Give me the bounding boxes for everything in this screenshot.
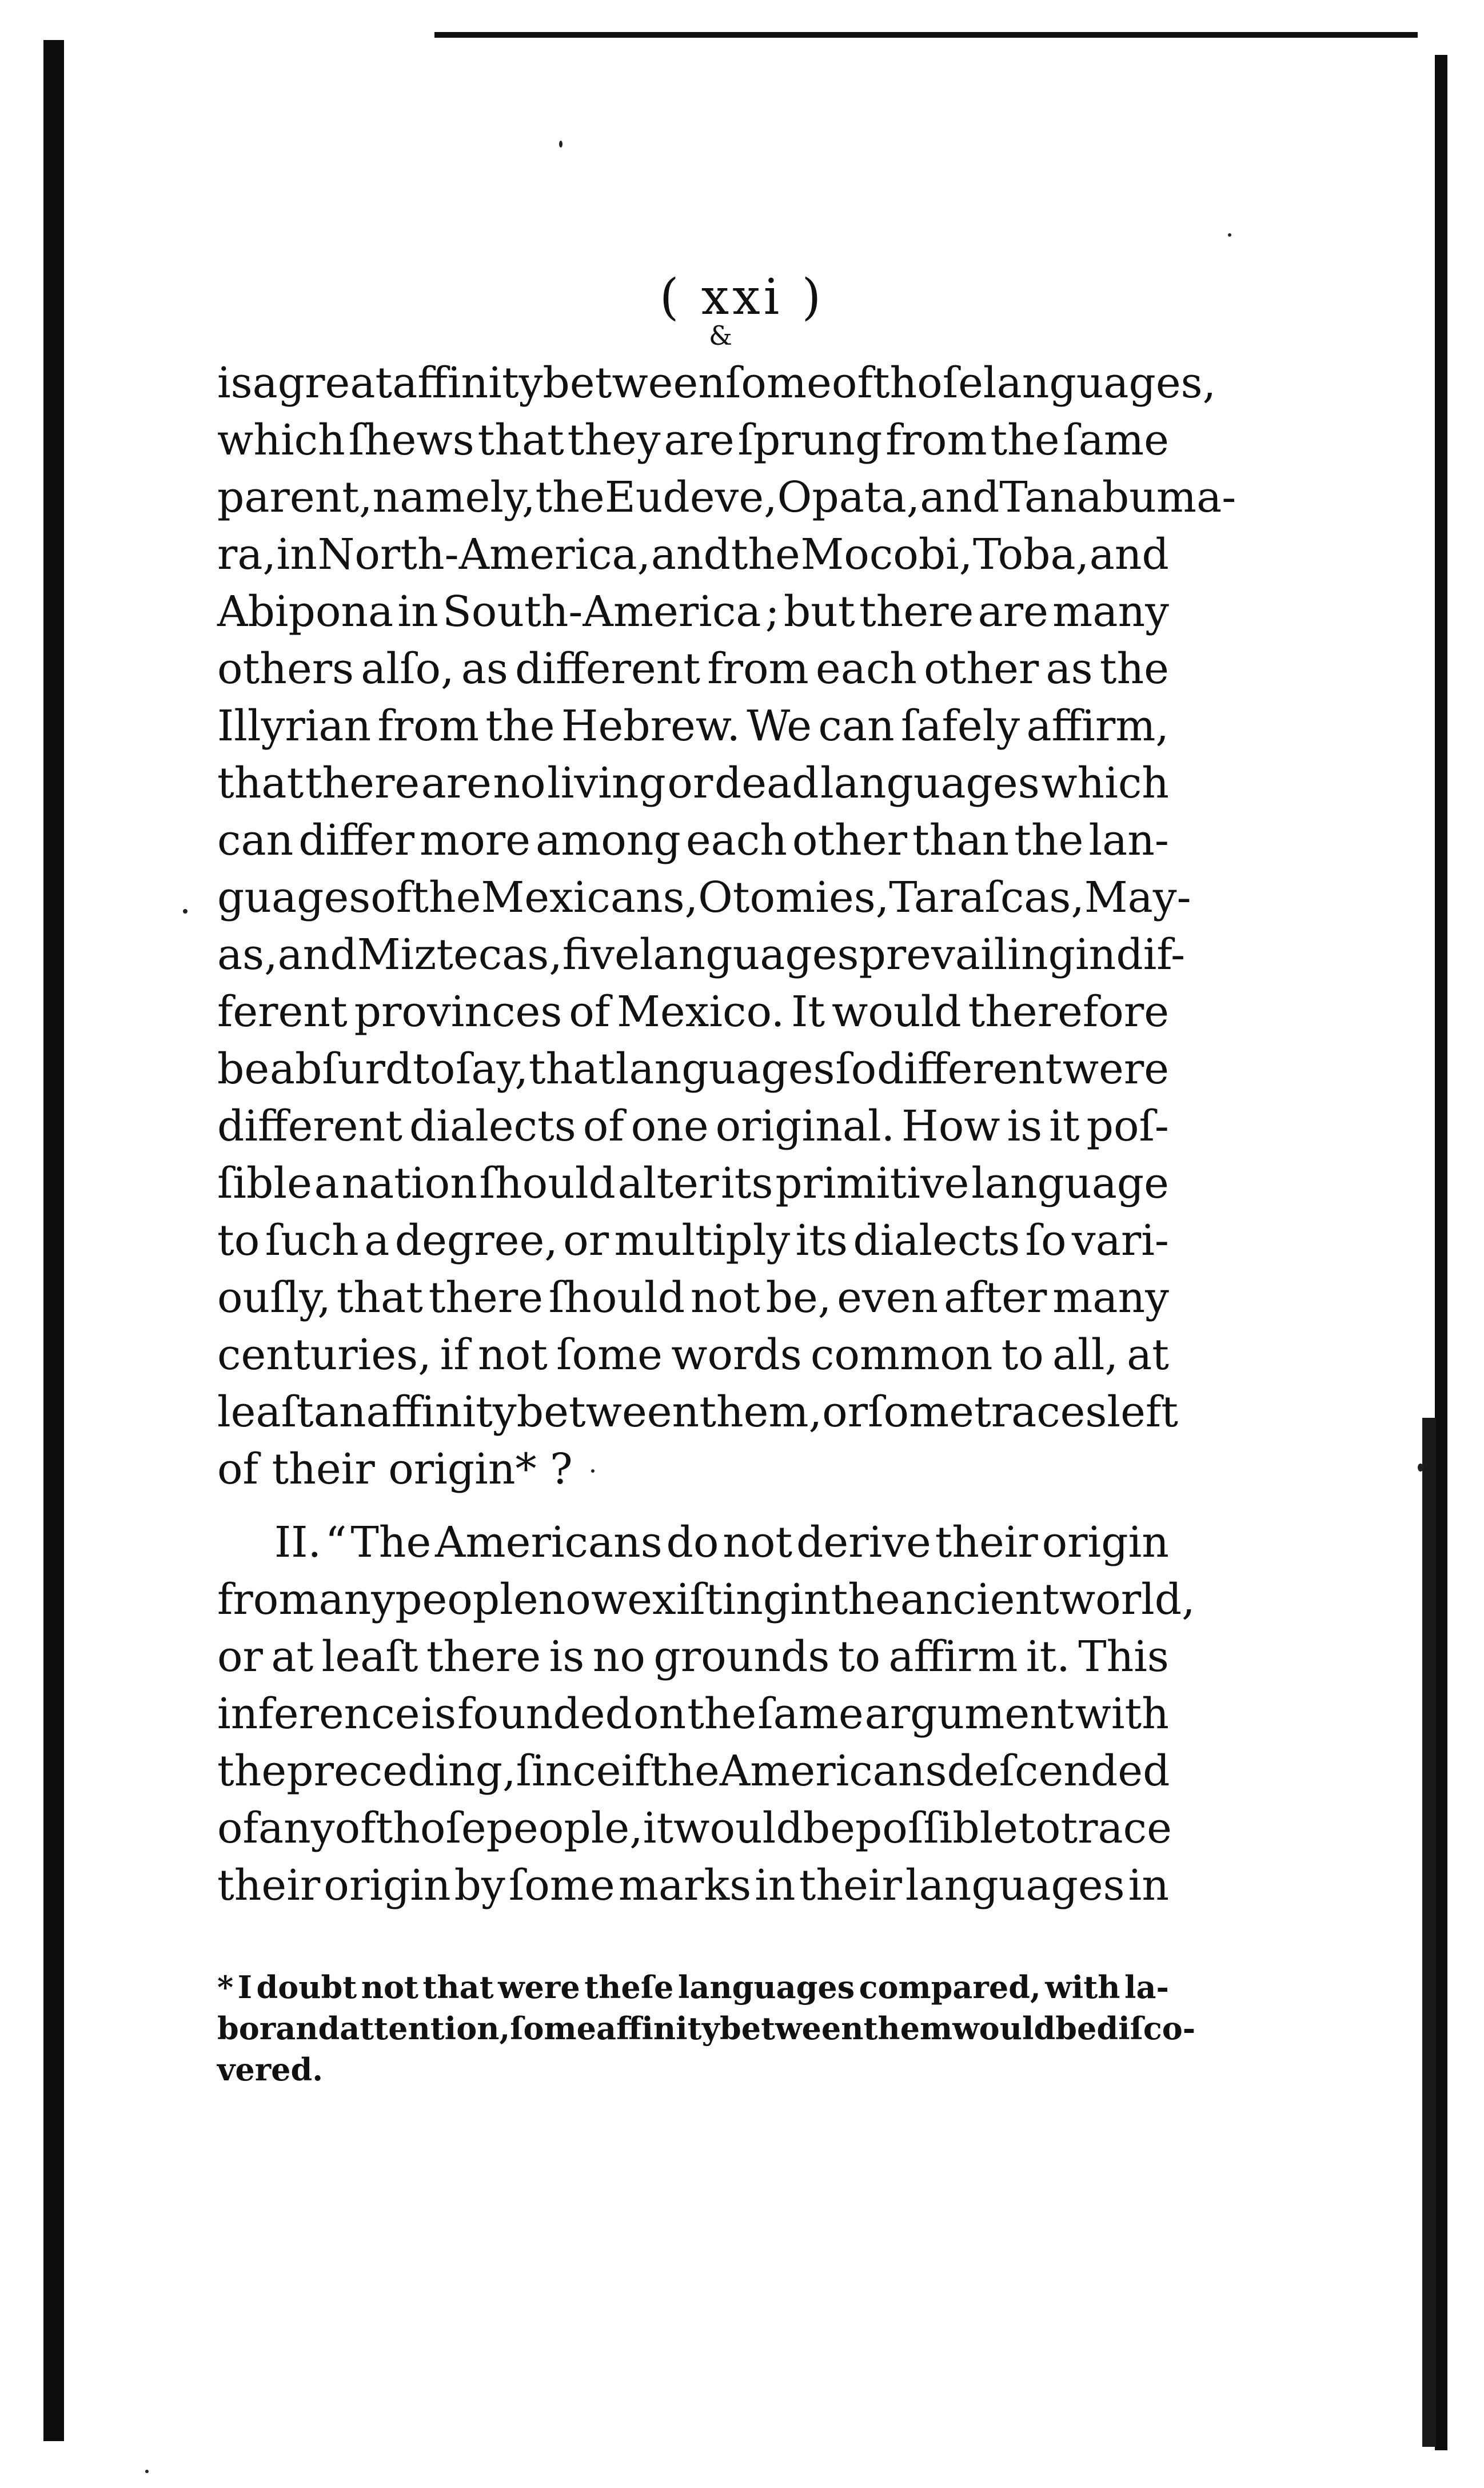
page-header <box>0 269 1484 326</box>
footnote-line: vered. <box>217 2051 324 2088</box>
text-line: of any of thoſe people, it would be poſſible to trace <box>217 1804 1172 1853</box>
scan-edge-right <box>1435 55 1447 2450</box>
scan-speck <box>145 2470 149 2473</box>
page-body <box>217 354 1236 1914</box>
text-line: Abipona in South-America ; but there are many <box>217 587 1169 636</box>
text-line: be abſurd to ſay, that languages ſo different were <box>217 1044 1169 1094</box>
text-line: is a great affinity between ſome of thoſe languages, <box>217 358 1216 408</box>
signature-mark: & <box>709 320 732 351</box>
text-line: II. “ The Americans do not derive their origin <box>274 1518 1169 1567</box>
scan-speck <box>591 1469 595 1473</box>
text-line: ra, in North-America, and the Mocobi, Toba, and <box>217 530 1169 579</box>
scan-speck <box>183 909 188 914</box>
text-line: that there are no living or dead languages which <box>217 759 1169 808</box>
text-line: ferent provinces of Mexico. It would therefore <box>217 987 1169 1036</box>
text-line: their origin by ſome marks in their languages in <box>217 1861 1169 1910</box>
scan-speck <box>1228 233 1231 237</box>
text-line: guages of the Mexicans, Otomies, Taraſcas, May- <box>217 873 1191 922</box>
text-line: as, and Miztecas, five languages prevailing in dif- <box>217 930 1186 979</box>
scan-edge-right-shadow <box>1422 1418 1436 2447</box>
text-line: centuries, if not ſome words common to all, at <box>217 1330 1169 1379</box>
text-line: the preceding, ſince if the Americans deſcended <box>217 1747 1170 1796</box>
text-line: from any people now exiſting in the ancient world, <box>217 1575 1195 1624</box>
text-line: can differ more among each other than the lan- <box>217 816 1169 865</box>
text-line: ouſly, that there ſhould not be, even after many <box>217 1273 1169 1322</box>
text-line: which ſhews that they are ſprung from the ſame <box>217 416 1169 465</box>
top-rule <box>434 32 1418 38</box>
footnote-line: bor and attention, ſome affinity between them would be diſco- <box>217 2010 1196 2047</box>
text-line: leaſt an affinity between them, or ſome traces left <box>217 1387 1179 1437</box>
text-line: others alſo, as different from each other as the <box>217 644 1169 693</box>
paragraph-2 <box>217 1514 1195 1914</box>
text-line: different dialects of one original. How is it poſ- <box>217 1102 1169 1151</box>
scan-edge-left <box>43 40 64 2441</box>
footnote-line: * I doubt not that were theſe languages compared, with la- <box>217 1969 1169 2005</box>
page-number: ( xxi ) <box>659 269 825 326</box>
text-line: inference is founded on the ſame argument with <box>217 1689 1169 1739</box>
text-line: to ſuch a degree, or multiply its dialects ſo vari- <box>217 1216 1169 1265</box>
paragraph-1 <box>217 354 1236 1498</box>
scan-speck <box>1418 1464 1423 1472</box>
text-line: or at leaſt there is no grounds to affirm it. This <box>217 1632 1169 1681</box>
text-line: ſible a nation ſhould alter its primitive language <box>217 1159 1169 1208</box>
text-line: Illyrian from the Hebrew. We can ſafely affirm, <box>217 701 1169 751</box>
text-line: of their origin* ? <box>217 1445 573 1494</box>
text-line: parent, namely, the Eudeve, Opata, and Tanabuma- <box>217 473 1236 522</box>
scan-speck <box>559 141 563 147</box>
footnote <box>217 1967 1196 2090</box>
